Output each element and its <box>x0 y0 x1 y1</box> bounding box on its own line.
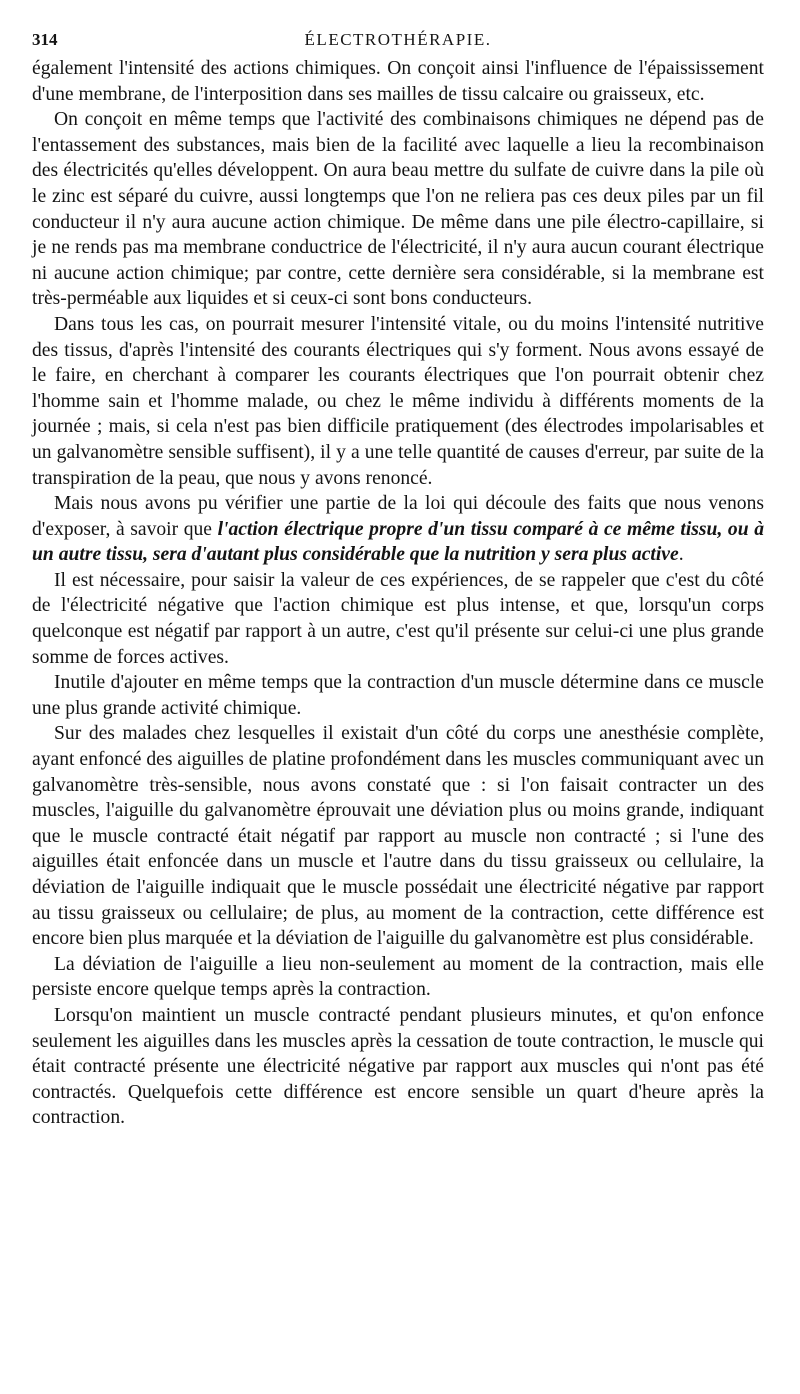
emphasized-law: l'action électrique propre d'un tissu comparé à ce même tissu, ou à un autre tissu, sera d'autant plus considérable que la nutrition y sera plus active <box>32 518 765 566</box>
paragraph-text: Mais nous avons pu vérifier une partie de la loi qui découle des faits que nous venons d'exposer, à savoir que <box>32 493 764 540</box>
body-text <box>32 56 764 1131</box>
paragraph: Sur des malades chez lesquelles il existait d'un côté du corps une anesthésie complète, ayant enfoncé des aiguilles de platine profondément dans les muscles communiquant avec un galvanomètre très-sensible, nous avons constaté que : si l'on faisait contracter un des muscles, l'aiguille du galvanomètre éprouvait une déviation plus ou moins grande, indiquant que le muscle contracté était négatif par rapport au muscle non contracté ; si l'une des aiguilles était enfoncée dans un muscle et l'autre dans du tissu graisseux ou cellulaire, la déviation de l'aiguille indiquait que le muscle possédait une électricité négative par rapport au tissu graisseux ou cellulaire; de plus, au moment de la contraction, cette différence est encore bien plus marquée et la déviation de l'aiguille du galvanomètre est plus considérable. <box>32 723 764 950</box>
paragraph-text: . <box>678 544 684 566</box>
running-head <box>32 28 764 56</box>
paragraph: La déviation de l'aiguille a lieu non-seulement au moment de la contraction, mais elle persiste encore quelque temps après la contraction. <box>32 953 764 1001</box>
page-number: 314 <box>32 30 58 49</box>
paragraph: Inutile d'ajouter en même temps que la contraction d'un muscle détermine dans ce muscle une plus grande activité chimique. <box>32 672 764 719</box>
paragraph: Dans tous les cas, on pourrait mesurer l'intensité vitale, ou du moins l'intensité nutritive des tissus, d'après l'intensité des courants électriques qui s'y forment. Nous avons essayé de le faire, en cherchant à comparer les courants électriques que l'on pourrait obtenir chez l'homme sain et l'homme malade, ou chez le même individu à différents moments de la journée ; mais, si cela n'est pas bien difficile pratiquement (des électrodes impolarisables et un galvanomètre sensible suffisent), il y a une telle quantité de causes d'erreur, par suite de la transpiration de la peau, que nous y avons renoncé. <box>32 313 764 489</box>
running-title: ÉLECTROTHÉRAPIE. <box>304 30 492 49</box>
paragraph-with-emphasis <box>32 491 764 568</box>
paragraph: On conçoit en même temps que l'activité des combinaisons chimiques ne dépend pas de l'entassement des substances, mais bien de la facilité avec laquelle a lieu la recombinaison des électricités qu'elles développent. On aura beau mettre du sulfate de cuivre dans la pile où le zinc est séparé du cuivre, aussi longtemps que l'on ne reliera pas ces deux piles par un fil conducteur il n'y aura aucune action chimique. De même dans une pile électro-capillaire, si je ne rends pas ma membrane conductrice de l'électricité, il n'y aura aucun courant électrique ni aucune action chimique; par contre, cette dernière sera considérable, si la membrane est très-perméable aux liquides et si ceux-ci sont bons conducteurs. <box>32 109 764 310</box>
paragraph: Il est nécessaire, pour saisir la valeur de ces expériences, de se rappeler que c'est du côté de l'électricité négative que l'action chimique est plus intense, et que, lorsqu'un corps quelconque est négatif par rapport à un autre, c'est qu'il présente sur celui-ci une plus grande somme de forces actives. <box>32 569 764 668</box>
paragraph-continued: également l'intensité des actions chimiques. On conçoit ainsi l'influence de l'épaississement d'une membrane, de l'interposition dans ses mailles de tissu calcaire ou graisseux, etc. <box>32 58 764 105</box>
paragraph: Lorsqu'on maintient un muscle contracté pendant plusieurs minutes, et qu'on enfonce seulement les aiguilles dans les muscles après la cessation de toute contraction, le muscle qui était contracté présente une électricité négative par rapport aux muscles qui n'ont pas été contractés. Quelquefois cette différence est encore sensible un quart d'heure après la contraction. <box>32 1004 764 1129</box>
